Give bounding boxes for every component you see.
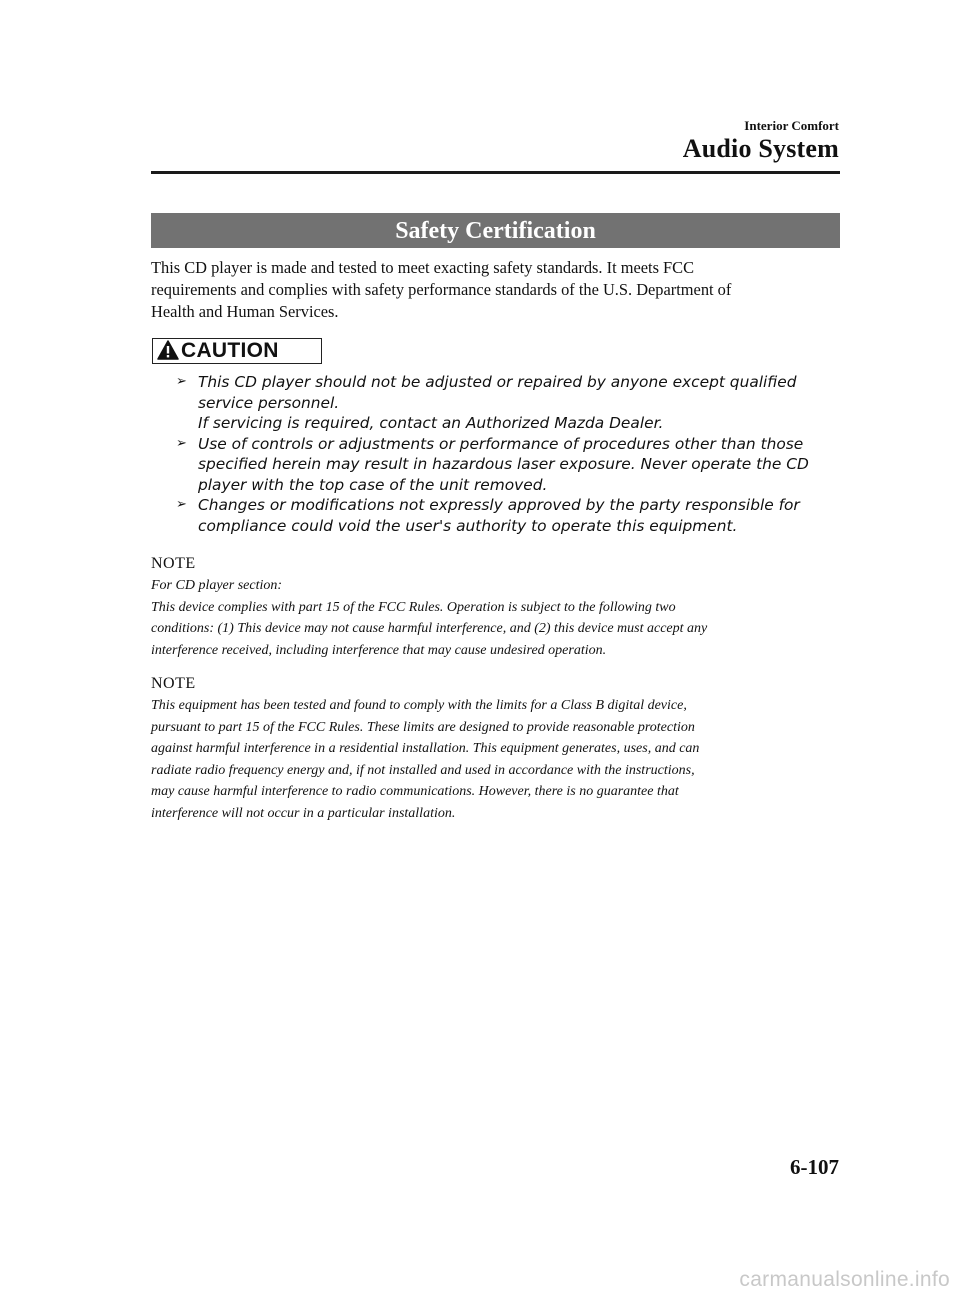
- note-line: This device complies with part 15 of the FCC Rules. Operation is subject to the following two: [151, 599, 676, 615]
- header-rule: [151, 171, 840, 174]
- note-line: may cause harmful interference to radio communications. However, there is no guarantee that: [151, 784, 679, 799]
- caution-item-line: This CD player should not be adjusted or repaired by anyone except qualified: [198, 373, 797, 391]
- caution-item-line: If servicing is required, contact an Authorized Mazda Dealer.: [198, 414, 664, 432]
- note-text: [151, 695, 840, 824]
- note-title: NOTE: [151, 555, 196, 572]
- intro-line: Health and Human Services.: [151, 302, 339, 321]
- intro-line: requirements and complies with safety performance standards of the U.S. Department of: [151, 280, 732, 299]
- caution-label: CAUTION: [181, 339, 279, 362]
- note-line: For CD player section:: [151, 578, 283, 593]
- caution-item-line: Changes or modifications not expressly approved by the party responsible for: [198, 496, 800, 514]
- note-line: interference received, including interference that may cause undesired operation.: [151, 642, 607, 658]
- note-line: radiate radio frequency energy and, if not installed and used in accordance with the instructions,: [151, 762, 695, 778]
- caution-item: [176, 372, 826, 434]
- header-title: Audio System: [682, 134, 839, 163]
- caution-item-line: player with the top case of the unit removed.: [198, 475, 548, 494]
- arrow-bullet-icon: ➢: [176, 497, 187, 512]
- caution-list: [176, 372, 826, 536]
- caution-item-line: Use of controls or adjustments or performance of procedures other than those: [198, 434, 804, 453]
- caution-item-line: specified herein may result in hazardous laser exposure. Never operate the CD: [198, 455, 809, 473]
- section-banner: Safety Certification: [151, 213, 840, 248]
- note-title: NOTE: [151, 675, 196, 692]
- caution-item-line: compliance could void the user's authority to operate this equipment.: [198, 516, 738, 535]
- arrow-bullet-icon: ➢: [176, 435, 187, 451]
- note-line: pursuant to part 15 of the FCC Rules. These limits are designed to provide reasonable protection: [151, 719, 695, 735]
- header-section-label: Interior Comfort: [744, 118, 839, 133]
- note-line: This equipment has been tested and found to comply with the limits for a Class B digital device,: [151, 698, 687, 713]
- note-line: conditions: (1) This device may not cause harmful interference, and (2) this device must accept any: [151, 621, 708, 636]
- note-line: interference will not occur in a particular installation.: [151, 805, 456, 821]
- warning-triangle-icon: [157, 340, 179, 360]
- caution-box: [152, 338, 322, 364]
- arrow-bullet-icon: ➢: [176, 374, 187, 389]
- watermark: carmanualsonline.info: [739, 1268, 950, 1291]
- caution-item: [176, 495, 826, 536]
- intro-line: This CD player is made and tested to meet exacting safety standards. It meets FCC: [151, 258, 695, 277]
- caution-item: [176, 434, 826, 496]
- intro-paragraph: [151, 257, 840, 323]
- note-text: [151, 575, 840, 661]
- caution-item-line: service personnel.: [198, 393, 340, 412]
- note-line: against harmful interference in a residential installation. This equipment generates, uses, and can: [151, 741, 700, 756]
- page-number: 6-107: [790, 1155, 839, 1179]
